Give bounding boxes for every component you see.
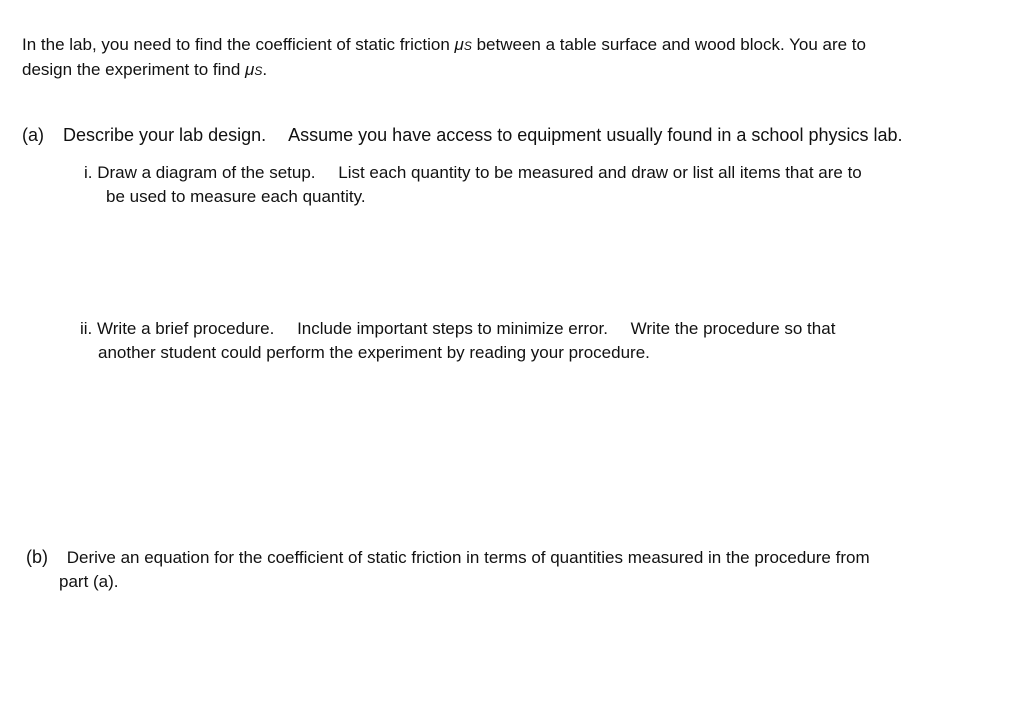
part-b-text-1: Derive an equation for the coefficient of static friction in terms of quantities measured in the procedure from <box>66 548 870 567</box>
part-a-item-ii <box>80 317 980 365</box>
part-a-line <box>22 123 1012 147</box>
item-i-line-1 <box>84 161 984 185</box>
intro-text-3: design the experiment to find <box>22 60 241 79</box>
mu-subscript-2: S <box>254 64 263 78</box>
part-b-question <box>26 545 1006 594</box>
part-a-text-2: Assume you have access to equipment usually found in a school physics lab. <box>288 125 903 145</box>
item-ii-text-4: another student could perform the experiment by reading your procedure. <box>98 343 650 362</box>
part-a-item-i <box>84 161 984 209</box>
intro-text-1: In the lab, you need to find the coefficient of static friction <box>22 35 450 54</box>
part-a-text-1: Describe your lab design. <box>63 125 267 145</box>
item-ii-line-1 <box>80 317 980 341</box>
part-b-text-2: part (a). <box>59 572 119 591</box>
item-ii-line-2 <box>80 341 980 365</box>
item-i-text-3: be used to measure each quantity. <box>106 187 366 206</box>
item-i-label: i. <box>84 163 93 182</box>
part-b-line-2 <box>26 570 1006 594</box>
intro-line-1 <box>22 33 1002 58</box>
mu-symbol: μ <box>454 35 464 54</box>
item-ii-label: ii. <box>80 319 93 338</box>
mu-symbol-2: μ <box>245 60 255 79</box>
intro-period: . <box>262 60 268 79</box>
part-b-label: (b) <box>26 547 48 567</box>
intro-text-2: between a table surface and wood block. You are to <box>476 35 866 54</box>
intro-line-2 <box>22 58 1002 83</box>
part-a-label: (a) <box>22 125 44 145</box>
item-ii-text-2: Include important steps to minimize error. <box>297 319 608 338</box>
item-i-text-1: Draw a diagram of the setup. <box>97 163 316 182</box>
item-ii-text-3: Write the procedure so that <box>630 319 836 338</box>
item-i-line-2 <box>84 185 984 209</box>
part-a-question <box>22 123 1012 147</box>
part-b-line-1 <box>26 545 1006 570</box>
problem-intro <box>22 33 1002 83</box>
item-i-text-2: List each quantity to be measured and draw or list all items that are to <box>338 163 862 182</box>
mu-subscript: S <box>463 39 472 53</box>
item-ii-text-1: Write a brief procedure. <box>97 319 275 338</box>
